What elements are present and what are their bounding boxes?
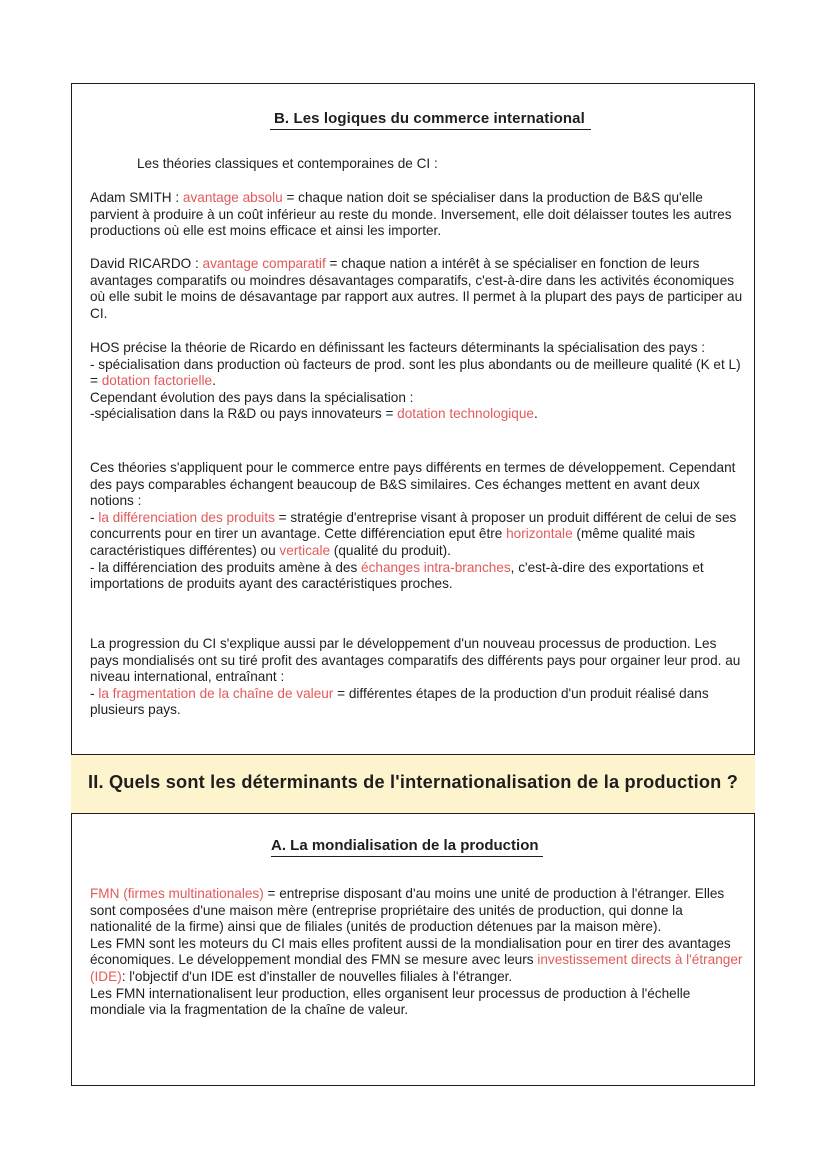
term-fmn: FMN (firmes multinationales): [90, 886, 264, 901]
theories-bullet-2: [90, 560, 744, 593]
term-avantage-absolu: avantage absolu: [182, 190, 283, 205]
hos-line-2-text: - spécialisation dans production où facteurs de prod. sont les plus abondants ou de meilleure qualité (K et L) =: [90, 356, 741, 389]
hos-line-2-end: .: [212, 373, 216, 389]
progression-bullet: [90, 686, 744, 719]
section-b-heading: B. Les logiques du commerce international: [270, 110, 591, 130]
term-differenciation-produits: la différenciation des produits: [98, 509, 275, 525]
ide-text-2: : l'objectif d'un IDE est d'installer de nouvelles filiales à l'étranger.: [121, 968, 513, 984]
fmn-section: [90, 886, 744, 1019]
progression-paragraph: [90, 636, 744, 719]
term-horizontale: horizontale: [506, 526, 573, 542]
bullet-1-text: = stratégie d'entreprise visant à proposer un produit différent de celui de ses concurrents pour en tirer un avantage. Cette différenciation eput être: [90, 509, 737, 542]
theories-bullet-1: [90, 510, 744, 560]
page-frame: [71, 83, 755, 1086]
smith-text: = chaque nation doit se spécialiser dans la production de B&S qu'elle parvient à produire à un coût inférieur au reste du monde. Inversement, elle doit délaisser toutes les autres productions où elle est moins efficace et ainsi les importer.: [90, 190, 732, 239]
hos-line-4-text: -spécialisation dans la R&D ou pays innovateurs =: [90, 406, 398, 422]
term-avantage-comparatif: avantage comparatif: [202, 256, 326, 271]
term-fragmentation-chaine-valeur: la fragmentation de la chaîne de valeur: [98, 685, 334, 701]
smith-paragraph: [90, 190, 744, 240]
progression-bullet-text: = différentes étapes de la production d'un produit réalisé dans plusieurs pays.: [90, 685, 709, 718]
ricardo-paragraph: [90, 256, 744, 322]
theories-intro: Ces théories s'appliquent pour le commerce entre pays différents en termes de développement. Cependant des pays comparables échangent beaucoup de B&S similaires. Ces échanges mettent en avant deux notions :: [90, 460, 736, 509]
term-ide: investissement directs à l'étranger (IDE): [90, 952, 743, 984]
section-ii-title: II. Quels sont les déterminants de l'internationalisation de la production ?: [87, 772, 739, 792]
ricardo-text: = chaque nation a intérêt à se spécialiser en fonction de leurs avantages comparatifs ou moindres désavantages comparatifs, c'est-à-dire dans les activités économiques où elle subit le moins de désavantage par rapport aux autres. Il permet à la plupart des pays de participer au CI.: [90, 256, 743, 321]
term-dotation-technologique: dotation technologique: [397, 406, 534, 422]
bullet-dash: -: [90, 685, 99, 701]
fmn-production-paragraph: Les FMN internationalisent leur production, elles organisent leur processus de production à l'échelle mondiale via la fragmentation de la chaîne de valeur.: [90, 985, 691, 1018]
fmn-text: = entreprise disposant d'au moins une unité de production à l'étranger. Elles sont composées d'une maison mère (entreprise propriétaire des unités de production, qui donne la nationalité de la firme) ainsi que de filiales (unités de production détenues par la maison mère).: [90, 886, 725, 935]
theories-paragraph: [90, 460, 744, 593]
smith-name: Adam SMITH :: [90, 190, 183, 205]
fmn-paragraph: [90, 886, 744, 936]
term-echanges-intra-branches: échanges intra-branches: [361, 559, 511, 575]
hos-line-3: Cependant évolution des pays dans la spécialisation :: [90, 389, 414, 405]
section-ii-banner: [71, 754, 755, 814]
bullet-dash: -: [90, 509, 99, 525]
term-verticale: verticale: [279, 542, 331, 558]
term-dotation-factorielle: dotation factorielle: [101, 373, 213, 389]
hos-line-2: [90, 357, 744, 390]
ide-text: Les FMN sont les moteurs du CI mais elles profitent aussi de la mondialisation pour en tirer des avantages économiques. Le développement mondial des FMN se mesure avec leurs: [90, 935, 731, 968]
intro-line: Les théories classiques et contemporaines de CI :: [137, 156, 438, 171]
bullet-1-text-3: (qualité du produit).: [330, 542, 451, 558]
bullet-2-text: - la différenciation des produits amène à des: [90, 559, 362, 575]
section-b: [72, 84, 754, 754]
bullet-2-text-2: , c'est-à-dire des exportations et importations de produits ayant des caractéristiques proches.: [90, 559, 704, 592]
hos-line-4-end: .: [533, 406, 538, 422]
hos-line-1: HOS précise la théorie de Ricardo en définissant les facteurs déterminants la spécialisation des pays :: [90, 340, 706, 355]
progression-intro: La progression du CI s'explique aussi par le développement d'un nouveau processus de production. Les pays mondialisés ont su tiré profit des avantages comparatifs des différents pays pour orgainer leur prod. au niveau international, entraînant :: [90, 636, 741, 685]
section-a-heading: A. La mondialisation de la production: [271, 837, 543, 857]
bullet-1-text-2: (même qualité mais caractéristiques différentes) ou: [90, 526, 696, 558]
ricardo-name: David RICARDO :: [90, 256, 203, 271]
hos-paragraph: [90, 340, 744, 423]
ide-paragraph: [90, 936, 744, 986]
hos-line-4: [90, 406, 744, 423]
